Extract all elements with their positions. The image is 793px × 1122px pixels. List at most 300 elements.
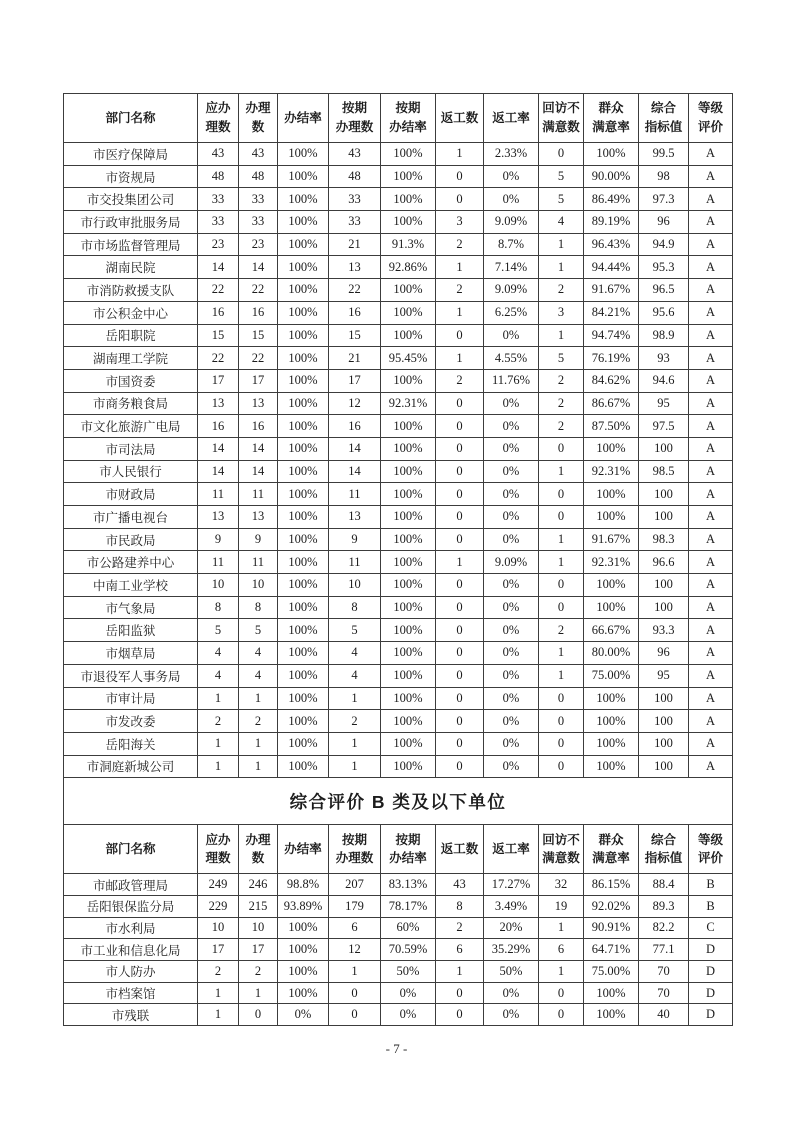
cell-due-count: 1 xyxy=(198,982,239,1004)
cell-due-count: 1 xyxy=(198,732,239,755)
cell-grade: A xyxy=(689,233,733,256)
cell-public-satisfaction-rate: 66.67% xyxy=(584,619,639,642)
cell-on-time-handled-count: 33 xyxy=(329,211,381,234)
department-name: 市财政局 xyxy=(64,483,198,506)
department-name: 市残联 xyxy=(64,1004,198,1026)
cell-rework-rate: 0% xyxy=(484,574,539,597)
cell-rework-rate: 0% xyxy=(484,755,539,778)
cell-rework-rate: 0% xyxy=(484,506,539,529)
cell-rework-rate: 0% xyxy=(484,415,539,438)
cell-on-time-handled-count: 4 xyxy=(329,642,381,665)
cell-completion-rate: 100% xyxy=(278,506,329,529)
department-name: 市国资委 xyxy=(64,369,198,392)
cell-grade: A xyxy=(689,347,733,370)
table-row xyxy=(64,483,733,506)
cell-grade: D xyxy=(689,939,733,961)
cell-callback-unsatisfied-count: 0 xyxy=(539,143,584,166)
cell-public-satisfaction-rate: 86.67% xyxy=(584,392,639,415)
table-row xyxy=(64,437,733,460)
table-row xyxy=(64,874,733,896)
cell-due-count: 2 xyxy=(198,710,239,733)
table-row xyxy=(64,551,733,574)
cell-public-satisfaction-rate: 84.21% xyxy=(584,301,639,324)
cell-grade: C xyxy=(689,917,733,939)
cell-on-time-handled-count: 21 xyxy=(329,347,381,370)
cell-completion-rate: 100% xyxy=(278,233,329,256)
column-header-rework-count: 返工数 xyxy=(436,825,484,874)
cell-rework-count: 0 xyxy=(436,506,484,529)
cell-grade: A xyxy=(689,324,733,347)
cell-callback-unsatisfied-count: 1 xyxy=(539,324,584,347)
cell-composite-index: 100 xyxy=(639,506,689,529)
cell-rework-count: 0 xyxy=(436,437,484,460)
cell-handled-count: 16 xyxy=(239,301,278,324)
cell-composite-index: 95 xyxy=(639,664,689,687)
cell-grade: A xyxy=(689,574,733,597)
cell-completion-rate: 100% xyxy=(278,392,329,415)
cell-due-count: 14 xyxy=(198,460,239,483)
department-name: 市档案馆 xyxy=(64,982,198,1004)
table-row xyxy=(64,279,733,302)
cell-completion-rate: 100% xyxy=(278,279,329,302)
cell-on-time-handled-count: 13 xyxy=(329,506,381,529)
cell-on-time-handled-count: 33 xyxy=(329,188,381,211)
cell-on-time-completion-rate: 100% xyxy=(381,687,436,710)
cell-public-satisfaction-rate: 100% xyxy=(584,1004,639,1026)
column-header-public-satisfaction-rate: 群众 满意率 xyxy=(584,825,639,874)
cell-rework-rate: 0% xyxy=(484,437,539,460)
cell-completion-rate: 100% xyxy=(278,596,329,619)
cell-due-count: 10 xyxy=(198,917,239,939)
cell-on-time-handled-count: 8 xyxy=(329,596,381,619)
cell-completion-rate: 100% xyxy=(278,165,329,188)
cell-completion-rate: 100% xyxy=(278,347,329,370)
department-name: 市人防办 xyxy=(64,961,198,983)
cell-on-time-handled-count: 5 xyxy=(329,619,381,642)
cell-due-count: 16 xyxy=(198,301,239,324)
cell-rework-count: 0 xyxy=(436,324,484,347)
cell-handled-count: 10 xyxy=(239,917,278,939)
cell-completion-rate: 100% xyxy=(278,961,329,983)
cell-callback-unsatisfied-count: 2 xyxy=(539,619,584,642)
cell-rework-rate: 9.09% xyxy=(484,279,539,302)
cell-callback-unsatisfied-count: 0 xyxy=(539,710,584,733)
column-header-composite-index: 综合 指标值 xyxy=(639,94,689,143)
cell-composite-index: 82.2 xyxy=(639,917,689,939)
cell-rework-count: 43 xyxy=(436,874,484,896)
cell-completion-rate: 100% xyxy=(278,755,329,778)
cell-on-time-completion-rate: 100% xyxy=(381,211,436,234)
cell-rework-count: 0 xyxy=(436,165,484,188)
cell-composite-index: 70 xyxy=(639,961,689,983)
cell-rework-rate: 2.33% xyxy=(484,143,539,166)
evaluation-table xyxy=(63,93,733,1026)
cell-grade: A xyxy=(689,369,733,392)
cell-on-time-completion-rate: 50% xyxy=(381,961,436,983)
cell-on-time-completion-rate: 92.86% xyxy=(381,256,436,279)
column-header-handled-count: 办理 数 xyxy=(239,825,278,874)
table-row xyxy=(64,982,733,1004)
cell-callback-unsatisfied-count: 5 xyxy=(539,347,584,370)
table-header-row-a xyxy=(64,94,733,143)
cell-completion-rate: 0% xyxy=(278,1004,329,1026)
cell-handled-count: 1 xyxy=(239,755,278,778)
cell-completion-rate: 100% xyxy=(278,687,329,710)
cell-completion-rate: 100% xyxy=(278,982,329,1004)
cell-on-time-completion-rate: 100% xyxy=(381,483,436,506)
column-header-department: 部门名称 xyxy=(64,825,198,874)
cell-handled-count: 15 xyxy=(239,324,278,347)
cell-public-satisfaction-rate: 100% xyxy=(584,687,639,710)
cell-on-time-completion-rate: 100% xyxy=(381,324,436,347)
cell-rework-count: 0 xyxy=(436,732,484,755)
cell-grade: A xyxy=(689,301,733,324)
department-name: 市公积金中心 xyxy=(64,301,198,324)
cell-callback-unsatisfied-count: 0 xyxy=(539,483,584,506)
cell-rework-rate: 0% xyxy=(484,687,539,710)
cell-public-satisfaction-rate: 86.49% xyxy=(584,188,639,211)
cell-public-satisfaction-rate: 94.74% xyxy=(584,324,639,347)
cell-grade: A xyxy=(689,415,733,438)
cell-composite-index: 100 xyxy=(639,687,689,710)
cell-composite-index: 100 xyxy=(639,483,689,506)
column-header-grade: 等级 评价 xyxy=(689,825,733,874)
cell-on-time-completion-rate: 100% xyxy=(381,619,436,642)
cell-grade: D xyxy=(689,1004,733,1026)
cell-due-count: 33 xyxy=(198,211,239,234)
department-name: 市工业和信息化局 xyxy=(64,939,198,961)
table-row xyxy=(64,506,733,529)
cell-callback-unsatisfied-count: 5 xyxy=(539,188,584,211)
cell-handled-count: 13 xyxy=(239,506,278,529)
cell-rework-count: 3 xyxy=(436,211,484,234)
cell-due-count: 16 xyxy=(198,415,239,438)
cell-callback-unsatisfied-count: 2 xyxy=(539,392,584,415)
cell-composite-index: 89.3 xyxy=(639,895,689,917)
cell-on-time-completion-rate: 100% xyxy=(381,596,436,619)
cell-due-count: 22 xyxy=(198,347,239,370)
cell-on-time-handled-count: 16 xyxy=(329,415,381,438)
cell-grade: A xyxy=(689,165,733,188)
cell-handled-count: 1 xyxy=(239,687,278,710)
cell-on-time-completion-rate: 70.59% xyxy=(381,939,436,961)
table-row xyxy=(64,460,733,483)
column-header-completion-rate: 办结率 xyxy=(278,825,329,874)
cell-due-count: 17 xyxy=(198,369,239,392)
cell-grade: D xyxy=(689,961,733,983)
cell-rework-count: 2 xyxy=(436,917,484,939)
department-name: 中南工业学校 xyxy=(64,574,198,597)
column-header-composite-index: 综合 指标值 xyxy=(639,825,689,874)
cell-public-satisfaction-rate: 94.44% xyxy=(584,256,639,279)
column-header-rework-rate: 返工率 xyxy=(484,825,539,874)
cell-public-satisfaction-rate: 92.02% xyxy=(584,895,639,917)
cell-public-satisfaction-rate: 100% xyxy=(584,710,639,733)
cell-rework-count: 0 xyxy=(436,528,484,551)
cell-callback-unsatisfied-count: 0 xyxy=(539,732,584,755)
column-header-rework-count: 返工数 xyxy=(436,94,484,143)
department-name: 湖南理工学院 xyxy=(64,347,198,370)
cell-grade: A xyxy=(689,437,733,460)
cell-callback-unsatisfied-count: 0 xyxy=(539,982,584,1004)
cell-on-time-completion-rate: 100% xyxy=(381,165,436,188)
cell-callback-unsatisfied-count: 0 xyxy=(539,437,584,460)
cell-grade: A xyxy=(689,642,733,665)
cell-composite-index: 98 xyxy=(639,165,689,188)
cell-due-count: 8 xyxy=(198,596,239,619)
cell-composite-index: 94.6 xyxy=(639,369,689,392)
cell-callback-unsatisfied-count: 1 xyxy=(539,917,584,939)
cell-completion-rate: 100% xyxy=(278,939,329,961)
cell-callback-unsatisfied-count: 1 xyxy=(539,551,584,574)
cell-callback-unsatisfied-count: 6 xyxy=(539,939,584,961)
cell-on-time-handled-count: 14 xyxy=(329,437,381,460)
cell-on-time-handled-count: 12 xyxy=(329,392,381,415)
cell-on-time-completion-rate: 100% xyxy=(381,415,436,438)
department-name: 市洞庭新城公司 xyxy=(64,755,198,778)
cell-callback-unsatisfied-count: 0 xyxy=(539,755,584,778)
cell-on-time-handled-count: 17 xyxy=(329,369,381,392)
cell-on-time-handled-count: 0 xyxy=(329,982,381,1004)
department-name: 岳阳职院 xyxy=(64,324,198,347)
cell-public-satisfaction-rate: 64.71% xyxy=(584,939,639,961)
cell-on-time-handled-count: 16 xyxy=(329,301,381,324)
cell-rework-rate: 0% xyxy=(484,982,539,1004)
cell-public-satisfaction-rate: 80.00% xyxy=(584,642,639,665)
cell-composite-index: 97.3 xyxy=(639,188,689,211)
department-name: 市人民银行 xyxy=(64,460,198,483)
cell-completion-rate: 100% xyxy=(278,483,329,506)
cell-handled-count: 17 xyxy=(239,369,278,392)
cell-rework-count: 2 xyxy=(436,279,484,302)
cell-on-time-completion-rate: 100% xyxy=(381,143,436,166)
cell-handled-count: 4 xyxy=(239,642,278,665)
cell-composite-index: 94.9 xyxy=(639,233,689,256)
cell-completion-rate: 100% xyxy=(278,301,329,324)
cell-due-count: 22 xyxy=(198,279,239,302)
cell-rework-rate: 0% xyxy=(484,528,539,551)
cell-rework-rate: 35.29% xyxy=(484,939,539,961)
cell-rework-rate: 0% xyxy=(484,664,539,687)
cell-callback-unsatisfied-count: 2 xyxy=(539,415,584,438)
cell-callback-unsatisfied-count: 2 xyxy=(539,279,584,302)
cell-callback-unsatisfied-count: 0 xyxy=(539,506,584,529)
cell-public-satisfaction-rate: 100% xyxy=(584,596,639,619)
cell-on-time-completion-rate: 100% xyxy=(381,664,436,687)
department-name: 市气象局 xyxy=(64,596,198,619)
cell-handled-count: 14 xyxy=(239,256,278,279)
cell-callback-unsatisfied-count: 3 xyxy=(539,301,584,324)
cell-on-time-completion-rate: 78.17% xyxy=(381,895,436,917)
cell-rework-count: 0 xyxy=(436,982,484,1004)
cell-handled-count: 16 xyxy=(239,415,278,438)
table-row xyxy=(64,165,733,188)
cell-on-time-completion-rate: 100% xyxy=(381,528,436,551)
cell-on-time-handled-count: 2 xyxy=(329,710,381,733)
cell-composite-index: 100 xyxy=(639,596,689,619)
cell-rework-rate: 7.14% xyxy=(484,256,539,279)
cell-due-count: 33 xyxy=(198,188,239,211)
table-row xyxy=(64,664,733,687)
cell-handled-count: 10 xyxy=(239,574,278,597)
cell-rework-rate: 0% xyxy=(484,392,539,415)
cell-due-count: 2 xyxy=(198,961,239,983)
cell-on-time-handled-count: 207 xyxy=(329,874,381,896)
cell-handled-count: 9 xyxy=(239,528,278,551)
cell-handled-count: 1 xyxy=(239,982,278,1004)
cell-completion-rate: 100% xyxy=(278,324,329,347)
cell-due-count: 14 xyxy=(198,437,239,460)
cell-completion-rate: 93.89% xyxy=(278,895,329,917)
table-row xyxy=(64,528,733,551)
cell-due-count: 9 xyxy=(198,528,239,551)
cell-public-satisfaction-rate: 96.43% xyxy=(584,233,639,256)
cell-public-satisfaction-rate: 75.00% xyxy=(584,664,639,687)
cell-rework-rate: 6.25% xyxy=(484,301,539,324)
table-row xyxy=(64,574,733,597)
cell-public-satisfaction-rate: 86.15% xyxy=(584,874,639,896)
cell-rework-rate: 8.7% xyxy=(484,233,539,256)
cell-on-time-handled-count: 43 xyxy=(329,143,381,166)
cell-public-satisfaction-rate: 75.00% xyxy=(584,961,639,983)
cell-grade: D xyxy=(689,982,733,1004)
cell-rework-count: 0 xyxy=(436,619,484,642)
table-row xyxy=(64,301,733,324)
column-header-on-time-handled-count: 按期 办理数 xyxy=(329,94,381,143)
cell-rework-count: 0 xyxy=(436,1004,484,1026)
cell-rework-rate: 4.55% xyxy=(484,347,539,370)
column-header-rework-rate: 返工率 xyxy=(484,94,539,143)
cell-grade: A xyxy=(689,279,733,302)
cell-rework-rate: 20% xyxy=(484,917,539,939)
cell-composite-index: 100 xyxy=(639,710,689,733)
cell-due-count: 14 xyxy=(198,256,239,279)
table-header-row-b xyxy=(64,825,733,874)
cell-grade: A xyxy=(689,460,733,483)
cell-public-satisfaction-rate: 100% xyxy=(584,437,639,460)
cell-composite-index: 98.3 xyxy=(639,528,689,551)
cell-rework-count: 1 xyxy=(436,961,484,983)
cell-public-satisfaction-rate: 90.91% xyxy=(584,917,639,939)
cell-rework-count: 8 xyxy=(436,895,484,917)
cell-handled-count: 1 xyxy=(239,732,278,755)
cell-on-time-completion-rate: 0% xyxy=(381,1004,436,1026)
cell-completion-rate: 100% xyxy=(278,710,329,733)
cell-composite-index: 93 xyxy=(639,347,689,370)
department-name: 市广播电视台 xyxy=(64,506,198,529)
cell-on-time-completion-rate: 100% xyxy=(381,279,436,302)
cell-handled-count: 11 xyxy=(239,551,278,574)
cell-public-satisfaction-rate: 100% xyxy=(584,506,639,529)
cell-completion-rate: 100% xyxy=(278,528,329,551)
cell-public-satisfaction-rate: 100% xyxy=(584,483,639,506)
cell-due-count: 13 xyxy=(198,392,239,415)
cell-rework-rate: 50% xyxy=(484,961,539,983)
table-row xyxy=(64,1004,733,1026)
cell-completion-rate: 100% xyxy=(278,369,329,392)
cell-on-time-completion-rate: 100% xyxy=(381,710,436,733)
cell-rework-rate: 11.76% xyxy=(484,369,539,392)
cell-handled-count: 2 xyxy=(239,710,278,733)
department-name: 市商务粮食局 xyxy=(64,392,198,415)
cell-due-count: 11 xyxy=(198,483,239,506)
cell-grade: A xyxy=(689,664,733,687)
cell-rework-count: 0 xyxy=(436,596,484,619)
cell-grade: A xyxy=(689,710,733,733)
cell-rework-rate: 0% xyxy=(484,1004,539,1026)
table-row xyxy=(64,619,733,642)
cell-completion-rate: 100% xyxy=(278,917,329,939)
cell-public-satisfaction-rate: 76.19% xyxy=(584,347,639,370)
cell-public-satisfaction-rate: 92.31% xyxy=(584,551,639,574)
cell-callback-unsatisfied-count: 1 xyxy=(539,961,584,983)
cell-completion-rate: 100% xyxy=(278,143,329,166)
cell-public-satisfaction-rate: 91.67% xyxy=(584,528,639,551)
cell-public-satisfaction-rate: 91.67% xyxy=(584,279,639,302)
cell-completion-rate: 100% xyxy=(278,460,329,483)
cell-rework-count: 0 xyxy=(436,415,484,438)
cell-composite-index: 70 xyxy=(639,982,689,1004)
cell-rework-rate: 0% xyxy=(484,732,539,755)
cell-due-count: 1 xyxy=(198,755,239,778)
cell-callback-unsatisfied-count: 1 xyxy=(539,528,584,551)
column-header-callback-unsatisfied-count: 回访不 满意数 xyxy=(539,94,584,143)
table-row xyxy=(64,256,733,279)
cell-rework-count: 0 xyxy=(436,664,484,687)
cell-grade: A xyxy=(689,256,733,279)
cell-rework-rate: 0% xyxy=(484,642,539,665)
cell-public-satisfaction-rate: 100% xyxy=(584,574,639,597)
cell-rework-count: 0 xyxy=(436,574,484,597)
cell-on-time-completion-rate: 100% xyxy=(381,551,436,574)
department-name: 岳阳监狱 xyxy=(64,619,198,642)
department-name: 市行政审批服务局 xyxy=(64,211,198,234)
cell-on-time-completion-rate: 100% xyxy=(381,460,436,483)
cell-due-count: 15 xyxy=(198,324,239,347)
cell-public-satisfaction-rate: 87.50% xyxy=(584,415,639,438)
department-name: 市医疗保障局 xyxy=(64,143,198,166)
cell-due-count: 1 xyxy=(198,1004,239,1026)
department-name: 市资规局 xyxy=(64,165,198,188)
cell-handled-count: 11 xyxy=(239,483,278,506)
cell-on-time-completion-rate: 60% xyxy=(381,917,436,939)
cell-due-count: 11 xyxy=(198,551,239,574)
cell-grade: A xyxy=(689,687,733,710)
cell-rework-rate: 0% xyxy=(484,188,539,211)
table-row xyxy=(64,687,733,710)
cell-callback-unsatisfied-count: 1 xyxy=(539,664,584,687)
cell-due-count: 229 xyxy=(198,895,239,917)
column-header-due-count: 应办 理数 xyxy=(198,94,239,143)
cell-on-time-completion-rate: 83.13% xyxy=(381,874,436,896)
cell-on-time-handled-count: 13 xyxy=(329,256,381,279)
cell-rework-rate: 3.49% xyxy=(484,895,539,917)
cell-handled-count: 215 xyxy=(239,895,278,917)
table-row xyxy=(64,939,733,961)
evaluation-table-body xyxy=(64,94,733,1026)
cell-callback-unsatisfied-count: 1 xyxy=(539,233,584,256)
column-header-handled-count: 办理 数 xyxy=(239,94,278,143)
cell-on-time-completion-rate: 100% xyxy=(381,732,436,755)
cell-callback-unsatisfied-count: 4 xyxy=(539,211,584,234)
cell-rework-count: 0 xyxy=(436,710,484,733)
cell-due-count: 23 xyxy=(198,233,239,256)
department-name: 市审计局 xyxy=(64,687,198,710)
cell-completion-rate: 100% xyxy=(278,188,329,211)
cell-on-time-handled-count: 1 xyxy=(329,732,381,755)
cell-on-time-completion-rate: 100% xyxy=(381,506,436,529)
column-header-due-count: 应办 理数 xyxy=(198,825,239,874)
